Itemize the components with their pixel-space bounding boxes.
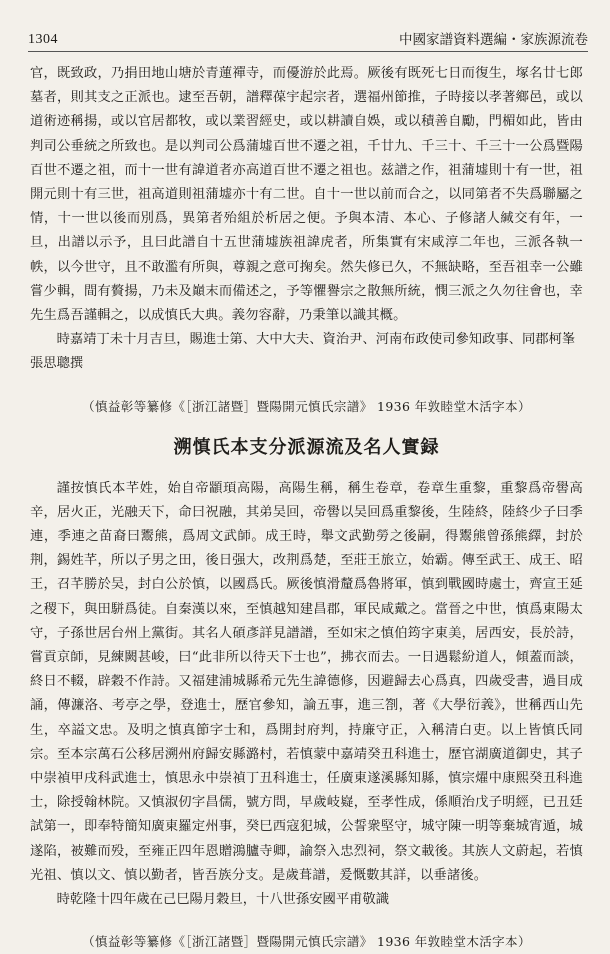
author-signature: 時嘉靖丁未十月吉旦，賜進士第、大中大夫、資治尹、河南布政使司參知政事、同郡柯峯張思聰撰 <box>30 332 576 372</box>
source-citation: （慎益彰等纂修《［浙江諸暨］暨陽開元慎氏宗譜》 1936 年敦睦堂木活字本） <box>82 934 531 950</box>
body-paragraph: 官，既致政，乃捐田地山塘於青蓮禪寺，而優游於此焉。厥後有既死七日而復生，塚名廿七郎墓者，則其支之正派也。逮至吾朝，譜釋葆宇起宗者，選福州節推，子時接以孝著鄉邑，或以道術迹稱揚，或以官居都牧，或以業習經史，或以耕讀自娛，或以積善自勵，門楣如此，皆由判司公垂統之所致也。是以判司公爲蒲墟百世不遷之祖，千廿九、千三十、千三十一公爲暨陽百世不遷之祖，而十一世有諱道者亦高道百世不遷之祖也。兹譜之作，祖蒲墟則十有一世，祖開元則十有三世，祖高道則祖蒲墟亦十有二世。自十一世以前而合之，以同第者不失爲聯屬之情，十一世以後而別爲，異第者殆組於析居之便。予與本清、本心、子修諸人緘交有年，一旦，出譜以示予，且曰此譜自十五世蒲墟族祖諱虎者，所集實有宋咸淳二年也，三派各執一帙，以今世守，且不敢濫有所與，尊親之意可掬矣。然失修已久，不無缺略，至吾祖幸一公雖嘗少輯，間有贅揚，乃未及巔末而備述之，予等懼譽宗之散無所統，憫三派之久勿往會也，幸先生爲吾謹輯之，以成慎氏大典。義勿容辭，乃秉筆以識其概。 <box>30 66 583 324</box>
page-body <box>30 62 583 954</box>
page-number: 1304 <box>28 32 58 47</box>
author-signature: 時乾隆十四年歲在己巳陽月穀旦，十八世孫安國平甫敬識 <box>56 892 390 908</box>
body-paragraph: 謹按慎氏本芊姓，始自帝顓頊高陽，高陽生稱，稱生卷章，卷章生重黎，重黎爲帝嚳高辛，居火正，光融天下，命曰祝融，其弟吴回，帝嚳以吴回爲重黎後，生陸終，陸終少子曰季連，季連之苗裔曰鬻熊，爲周文武師。成王時，舉文武勤勞之後嗣，得鬻熊曾孫熊繹，封於荆，錫姓芊，所以子男之田，後日强大，改荆爲楚，至莊王旅立，始霸。傳至武王、成王、昭王，召芊勝於吴，封白公於慎，以國爲氏。厥後慎滑釐爲魯將軍，慎到戰國時處士，齊宣王延之稷下，與田駢爲徒。自秦漢以來，至慎越知建昌郡，軍民咸戴之。當晉之中世，慎爲東陽太守，子孫世居台州上黨街。其名人碩彥詳見譜譜，至如宋之慎伯筠字東美，居西安，長於詩，嘗貢京師，見練闕甚峻，曰“此非所以待天下士也”，拂衣而去。一日遇鬆紛道人，傾蓋而談，終日不輟，辟穀不作詩。又福建浦城縣希元先生諱德修，因避歸去心爲真，四歲受書，過目成誦，傳濂洛、考亭之學，登進士，歷官參知，論五事，進三劄，著《大學衍義》，世稱西山先生，卒謚文忠。及明之慎真節字士和，爲開封府判，持廉守正，入稱清白吏。以上皆慎氏同宗。至本宗萬石公移居溯州府歸安縣潞村，若慎蒙中嘉靖癸丑科進士，歷官湖廣道御史，其子中崇禎甲戌科武進士，慎思永中崇禎丁丑科進士，任廣東遂溪縣知縣，慎宗燿中康熙癸丑科進士，除授翰林院。又慎淑仞字昌儒，號方問，早歲岐嶷，至孝性成，係順治戊子明經，已丑廷試第一，即奉特簡知廣東羅定州事，癸巳西寇犯城，公誓衆堅守，城守陳一明等棄城宵遁，城遂陷，被難而殁，至雍正四年恩贈鴻臚寺卿，諭祭入忠烈祠，祭文載後。其族人文蔚起，若慎光祖、慎以文、慎以勤者，皆吾族分支。是歲葺譜，爰慨數其詳，以垂諸後。 <box>30 480 583 883</box>
section-title: 溯慎氏本支分派源流及名人實録 <box>173 436 440 458</box>
page-header <box>28 22 588 52</box>
source-citation: （慎益彰等纂修《［浙江諸暨］暨陽開元慎氏宗譜》 1936 年敦睦堂木活字本） <box>82 398 531 414</box>
running-title: 中國家譜資料選編・家族源流卷 <box>399 32 588 48</box>
